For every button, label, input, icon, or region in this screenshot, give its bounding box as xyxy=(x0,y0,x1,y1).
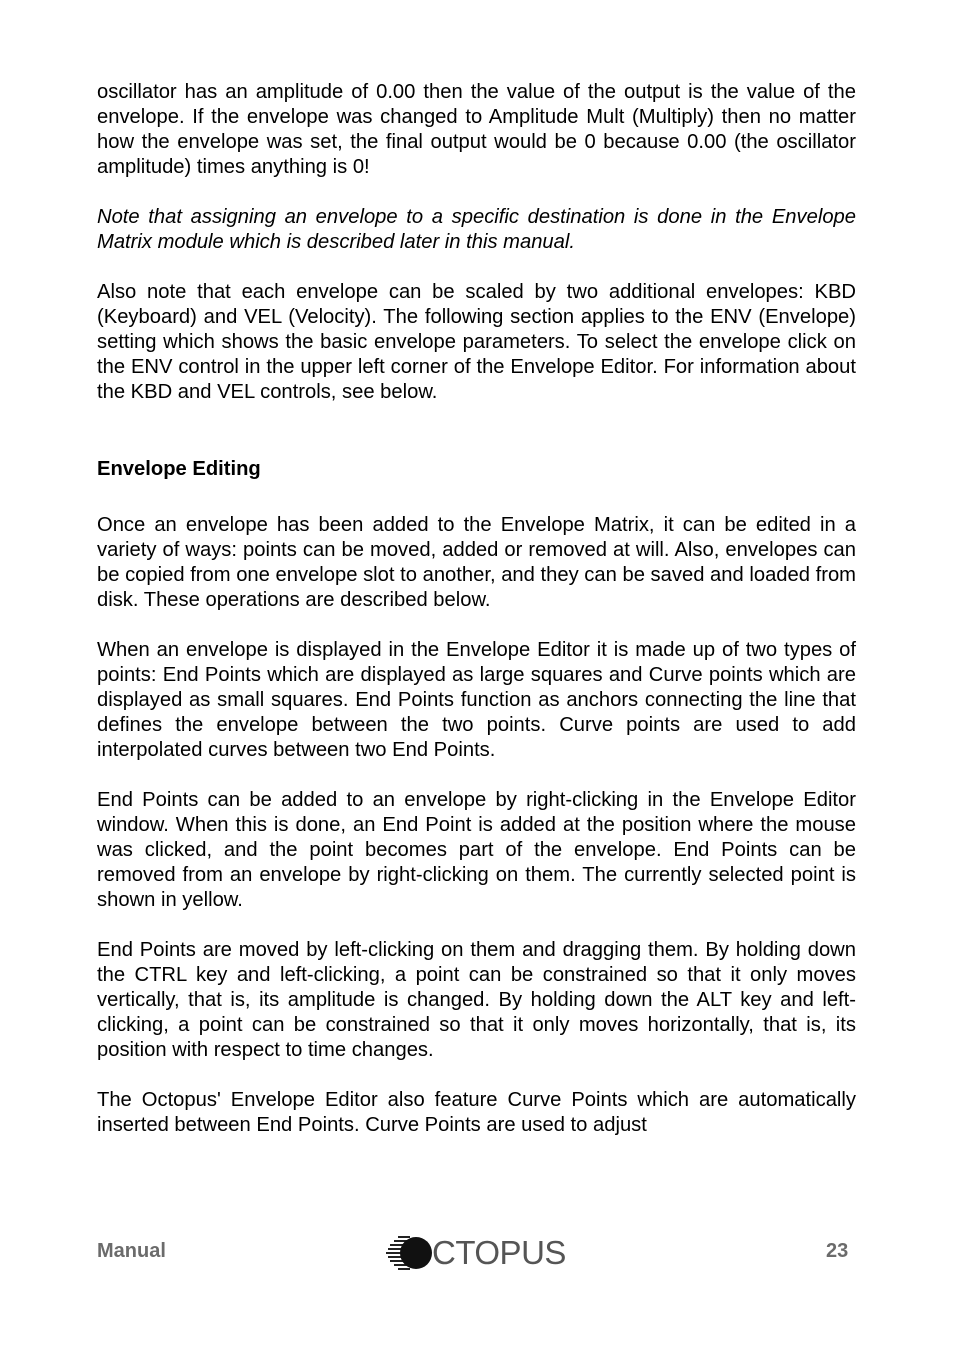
paragraph-oscillator-amplitude: oscillator has an amplitude of 0.00 then the value of the output is the value of the envelope. If the envelope was changed to Amplitude Mult (Multiply) then no matter how the envelope was set, the final output would be 0 because 0.00 (the oscillator amplitude) times anything is 0! xyxy=(97,81,856,178)
paragraph-point-types: When an envelope is displayed in the Envelope Editor it is made up of two types of points: End Points which are displayed as large squares and Curve points which are displayed as small squares. End Points function as anchors connecting the line that defines the envelope between the two points. Curve points are used to add interpolated curves between two End Points. xyxy=(97,639,856,761)
section-heading-envelope-editing: Envelope Editing xyxy=(97,458,261,480)
page-number: 23 xyxy=(826,1240,849,1262)
paragraph-note-envelope-matrix: Note that assigning an envelope to a specific destination is done in the Envelope Matrix module which is described later in this manual. xyxy=(97,206,856,253)
paragraph-editing-overview: Once an envelope has been added to the Envelope Matrix, it can be edited in a variety of ways: points can be moved, added or removed at will. Also, envelopes can be copied from one envelope slot to another, and they can be saved and loaded from disk. These operations are described below. xyxy=(97,514,856,611)
paragraph-adding-end-points: End Points can be added to an envelope by right-clicking in the Envelope Editor window. When this is done, an End Point is added at the position where the mouse was clicked, and the point becomes part of the envelope. End Points can be removed from an envelope by right-clicking on them. The currently selected point is shown in yellow. xyxy=(97,789,856,911)
octopus-logo xyxy=(386,1234,570,1272)
footer-manual-label: Manual xyxy=(97,1240,166,1262)
page-content xyxy=(97,80,856,1163)
paragraph-moving-end-points: End Points are moved by left-clicking on them and dragging them. By holding down the CTRL key and left-clicking, a point can be constrained so that it only moves vertically, that is, its amplitude is changed. By holding down the ALT key and left-clicking, a point can be constrained so that it only moves horizontally, that is, its position with respect to time changes. xyxy=(97,939,856,1061)
octopus-logo-icon xyxy=(386,1234,434,1272)
paragraph-curve-points: The Octopus' Envelope Editor also feature Curve Points which are automatically inserted between End Points. Curve Points are used to adjust xyxy=(97,1089,856,1136)
paragraph-kbd-vel-envelopes: Also note that each envelope can be scaled by two additional envelopes: KBD (Keyboard) and VEL (Velocity). The following section applies to the ENV (Envelope) setting which shows the basic envelope parameters. To select the envelope click on the ENV control in the upper left corner of the Envelope Editor. For information about the KBD and VEL controls, see below. xyxy=(97,281,856,403)
octopus-logo-text: CTOPUS xyxy=(432,1234,566,1271)
